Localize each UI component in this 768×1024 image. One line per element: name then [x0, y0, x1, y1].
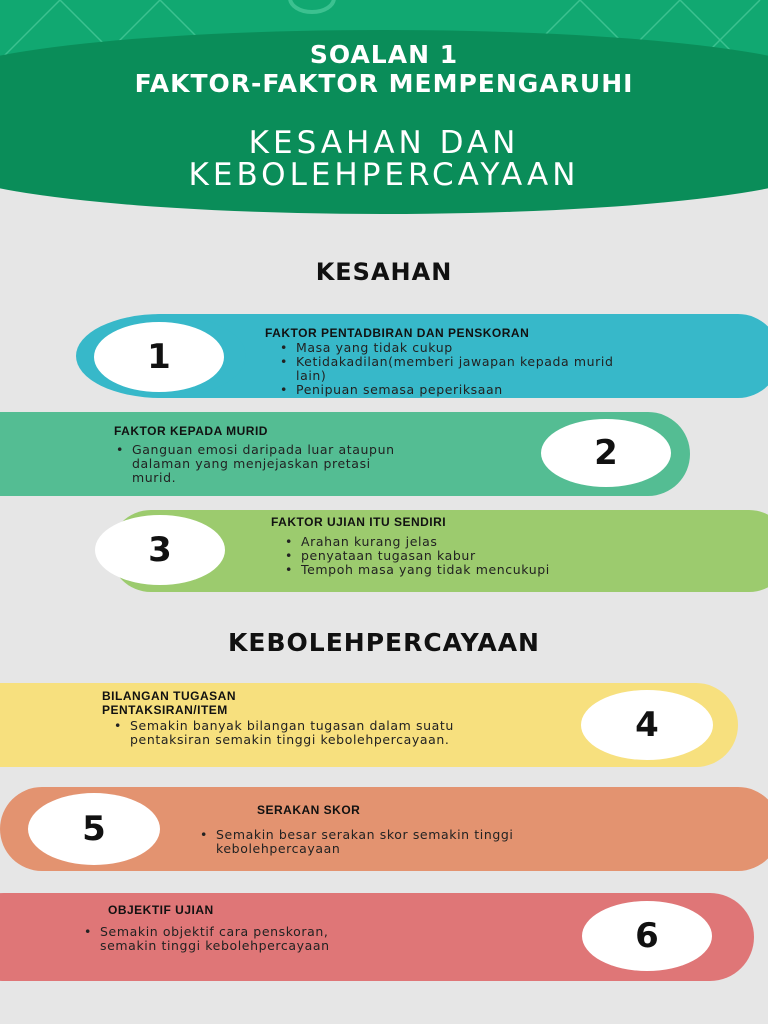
bullet-item: • Semakin banyak bilangan tugasan dalam suatu pentaksiran semakin tinggi kebolehpercayaan. — [112, 719, 462, 747]
question-label: SOALAN 1 — [309, 40, 459, 69]
bullet-item: • Semakin besar serakan skor semakin tinggi kebolehpercayaan — [198, 828, 638, 856]
factor-number-2: 2 — [541, 419, 671, 487]
page-title — [0, 127, 768, 191]
factor-card-5-title: SERAKAN SKOR — [257, 803, 361, 817]
factor-card-4-bullets — [112, 719, 462, 747]
bullet-item: • penyataan tugasan kabur — [283, 549, 563, 563]
factor-card-1-bullets — [278, 341, 628, 397]
factor-card-5-bullets — [198, 828, 638, 856]
bullet-item: • Ganguan emosi daripada luar ataupun dalaman yang menjejaskan pretasi murid. — [114, 443, 414, 485]
decorative-swirl — [290, 0, 334, 12]
factor-number-4: 4 — [581, 690, 713, 760]
factor-card-2-title: FAKTOR KEPADA MURID — [114, 424, 268, 438]
section-heading-kesahan: KESAHAN — [315, 258, 453, 286]
factor-card-3-bullets — [283, 535, 563, 577]
header-text — [0, 40, 768, 191]
factor-card-2-bullets — [114, 443, 414, 485]
page-title-line2: KEBOLEHPERCAYAAN — [188, 157, 580, 193]
factor-card-6-bullets — [82, 925, 382, 953]
bullet-item: • Masa yang tidak cukup — [278, 341, 628, 355]
section-heading-kebolehpercayaan: KEBOLEHPERCAYAAN — [228, 628, 540, 657]
bullet-item: • Penipuan semasa peperiksaan — [278, 383, 628, 397]
factor-number-3: 3 — [95, 515, 225, 585]
factor-number-1: 1 — [94, 322, 224, 392]
factor-card-4-title: BILANGAN TUGASAN PENTAKSIRAN/ITEM — [102, 689, 236, 717]
bullet-item: • Semakin objektif cara penskoran, semakin tinggi kebolehpercayaan — [82, 925, 382, 953]
factor-card-1-title: FAKTOR PENTADBIRAN DAN PENSKORAN — [265, 326, 530, 340]
page-title-line1: KESAHAN DAN — [248, 125, 520, 161]
factor-number-5: 5 — [28, 793, 160, 865]
factor-number-6: 6 — [582, 901, 712, 971]
bullet-item: • Arahan kurang jelas — [283, 535, 563, 549]
bullet-item: • Tempoh masa yang tidak mencukupi — [283, 563, 563, 577]
factor-card-6-title: OBJEKTIF UJIAN — [108, 903, 214, 917]
factor-card-3-title: FAKTOR UJIAN ITU SENDIRI — [271, 515, 447, 529]
bullet-item: • Ketidakadilan(memberi jawapan kepada murid lain) — [278, 355, 628, 383]
header-subtitle: FAKTOR-FAKTOR MEMPENGARUHI — [134, 69, 634, 98]
